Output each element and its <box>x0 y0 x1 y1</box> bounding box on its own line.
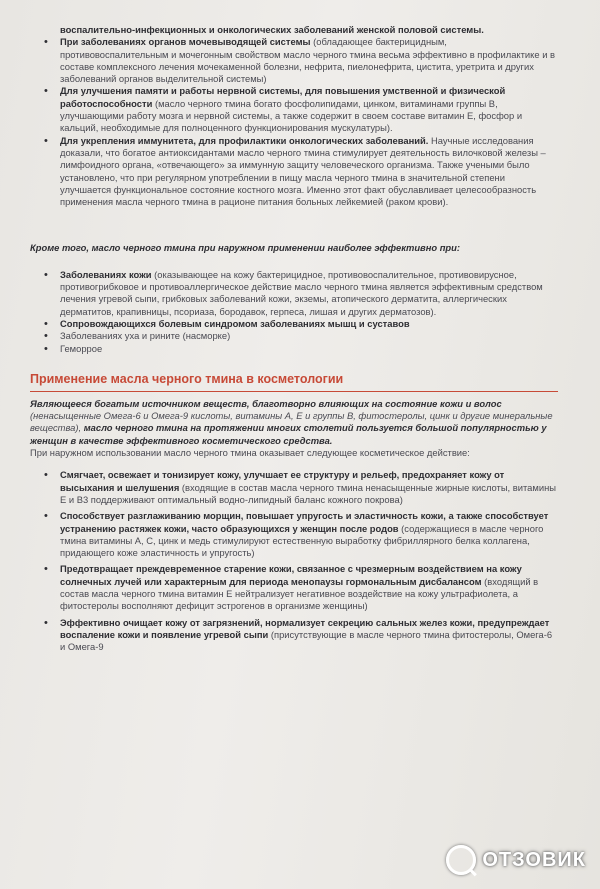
item-title: При заболеваниях органов мочевыводящей системы <box>60 36 311 48</box>
item-title: Предотвращает преждевременное старение кожи, связанное с чрезмерным воздействием на кожу солнечных лучей или характерным для периода менопаузы гормональным дисбалансом <box>60 563 522 587</box>
item-text: (входящий в состав масла черного тмина витамин Е нейтрализует негативное воздействие на кожу ультрафиолета, а фитостеролы восполняют дефицит эстрогенов в организме женщины) <box>60 575 539 612</box>
cosmetic-effects-list <box>30 469 558 653</box>
list-item <box>30 469 558 506</box>
bullet-icon: • <box>44 268 48 281</box>
benefits-list <box>30 36 558 208</box>
bullet-icon: • <box>44 510 48 523</box>
list-item <box>30 617 558 654</box>
list-item <box>30 330 558 342</box>
list-item <box>30 343 558 355</box>
item-title: Способствует разглаживанию морщин, повышает упругость и эластичность кожи, а также способствует устранению растяжек кожи, часто образующихся у женщин после родов <box>60 510 549 534</box>
para-italic: (ненасыщенные Омега-6 и Омега-9 кислоты, витамины А, Е и группы В, фитостеролы, цинк и другие минеральные вещества), <box>30 410 553 434</box>
item-title: Для улучшения памяти и работы нервной системы, для повышения умственной и физической работоспособности <box>60 85 506 109</box>
item-text: Геморрое <box>60 342 103 354</box>
item-text: (масло черного тмина богато фосфолипидами, цинком, витаминами группы В, улучшающими работу мозга и нервной системы, а также содержит в своем составе витамин Е, фосфор и кальций, необходимые для полноценного функционирования мускулатуры). <box>60 97 523 134</box>
item-text: Заболеваниях уха и рините (насморке) <box>60 330 231 342</box>
item-text: (присутствующие в масле черного тмина фитостеролы, Омега-6 и Омега-9 <box>60 628 553 653</box>
continued-text: воспалительно-инфекционных и онкологических заболеваний женской половой системы. <box>60 24 484 35</box>
watermark-text: ОТЗОВИК <box>482 848 586 871</box>
bullet-icon: • <box>44 330 48 343</box>
list-item <box>30 318 558 330</box>
document-content <box>30 24 558 657</box>
list-item <box>30 36 558 85</box>
cosmetology-action-intro: При наружном использовании масло черного тмина оказывает следующее косметическое действие: <box>30 447 470 459</box>
list-item <box>30 563 558 612</box>
item-text: (обладающее бактерицидным, противовоспалительным и мочегонным свойством масло черного тмина весьма эффективно в профилактике и в составе комплексного лечения мочекаменной болезни, нефрита, пиелонефрита, цистита, уретрита и других заболеваний органов выделительной системы) <box>60 36 556 85</box>
external-list <box>30 269 558 355</box>
item-text: Сопровождающихся болевым синдромом заболеваниях мышц и суставов <box>60 317 410 329</box>
bullet-icon: • <box>44 616 48 629</box>
bullet-icon: • <box>44 85 48 98</box>
item-text: (оказывающее на кожу бактерицидное, противовоспалительное, противовирусное, противогрибковое и противоаллергическое действие масло черного тмина является эффективным средством лечения угревой сыпи, грибковых заболеваний кожи, экземы, атопического дерматита, аллергических дерматитов, крапивницы, псориаза, бородавок, герпеса, лишая и других дерматозов). <box>60 268 543 317</box>
list-item <box>30 135 558 209</box>
item-text: Научные исследования доказали, что богатое антиоксидантами масло черного тмина стимулирует деятельность вилочковой железы – лимфоидного органа, «отвечающего» за иммунную защиту человеческого организма. Также учеными было установлено, что при регулярном употреблении в пищу масла черного тмина в значительной степени улучшается функциональное состояние костного мозга. Именно этот факт обуславливает целесообразность применения масла черного тмина в рационе питания больных лейкемией (раком крови). <box>60 134 546 208</box>
item-text: (содержащиеся в масле черного тмина витамины А, С, цинк и медь стимулируют естественную выработку фибриллярного белка коллагена, придающего коже эластичность и упругость) <box>60 522 544 559</box>
list-item <box>30 510 558 559</box>
bullet-icon: • <box>44 36 48 49</box>
para-italic-bold: Являющееся богатым источником веществ, благотворно влияющих на состояние кожи и волос <box>30 397 502 409</box>
section-heading: Применение масла черного тмина в косметологии <box>30 371 558 392</box>
bullet-icon: • <box>44 563 48 576</box>
item-title: Для укрепления иммунитета, для профилактики онкологических заболеваний. <box>60 134 429 146</box>
item-title: Заболеваниях кожи <box>60 268 152 280</box>
cosmetology-paragraph <box>30 398 558 447</box>
external-intro: Кроме того, масло черного тмина при наружном применении наиболее эффективно при: <box>30 242 460 254</box>
item-title: Смягчает, освежает и тонизирует кожу, улучшает ее структуру и рельеф, предохраняет кожу от высыхания и шелушения <box>60 469 505 493</box>
bullet-icon: • <box>44 134 48 147</box>
item-text: (входящие в состав масла черного тмина ненасыщенные жирные кислоты, витамины Е и В3 поддерживают оптимальный водно-липидный баланс кожного покрова) <box>60 481 556 505</box>
bullet-icon: • <box>44 469 48 482</box>
otzovik-watermark <box>446 845 586 875</box>
list-item <box>30 269 558 318</box>
bullet-icon: • <box>44 317 48 330</box>
list-item <box>30 85 558 134</box>
para-bold: масло черного тмина на протяжении многих столетий пользуется большой популярностью у женщин в качестве эффективного косметического средства. <box>30 422 547 446</box>
magnifier-icon <box>446 845 476 875</box>
bullet-icon: • <box>44 342 48 355</box>
item-title: Эффективно очищает кожу от загрязнений, нормализует секрецию сальных желез кожи, предупреждает воспаление кожи и появление угревой сыпи <box>60 616 550 640</box>
